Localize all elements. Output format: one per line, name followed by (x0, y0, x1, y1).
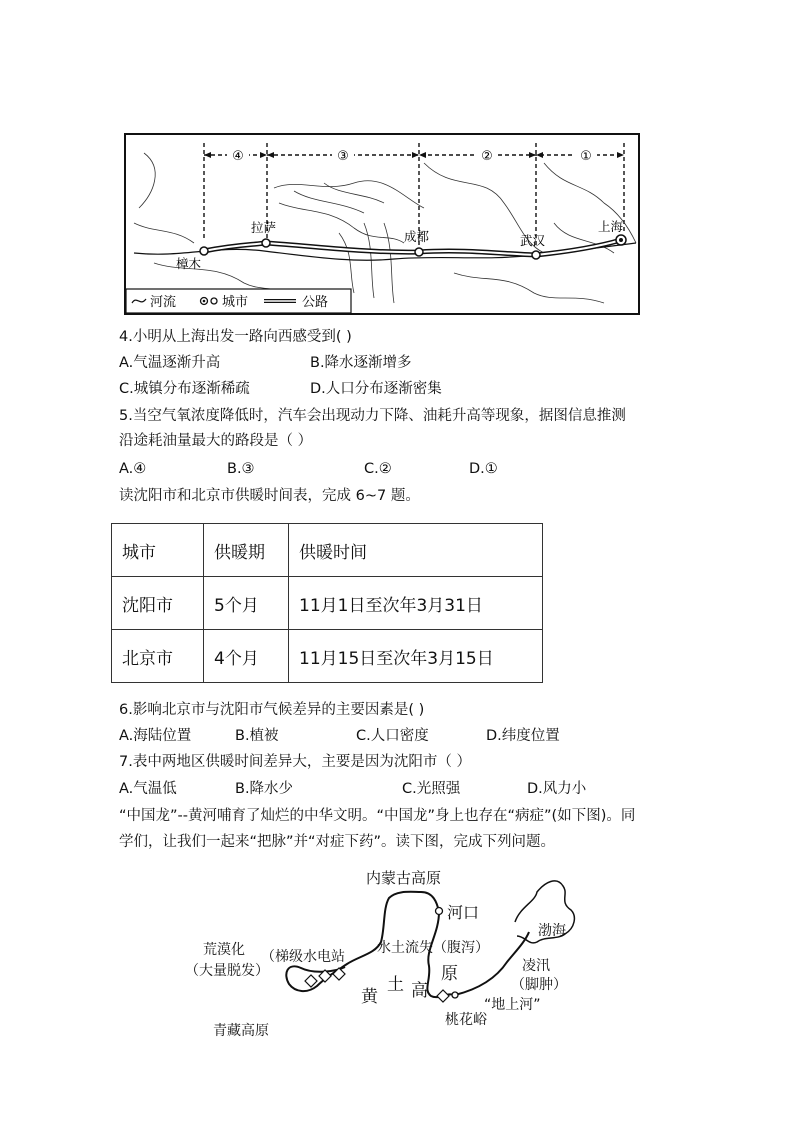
legend-road: 公路 (302, 295, 329, 310)
q5-stem-line1: 5.当空气氧浓度降低时，汽车会出现动力下降、油耗升高等现象，据图信息推测 (119, 408, 626, 424)
city-wuhan: 武汉 (520, 233, 546, 248)
section-3-label: ③ (337, 149, 349, 164)
label-tuofa: （大量脱发） (185, 963, 269, 979)
table-cell: 11月15日至次年3月15日 (289, 630, 543, 683)
city-zhangmu: 樟木 (176, 256, 202, 271)
label-shuitu: 水土流失（腹泻） (377, 940, 489, 956)
q6-option-c: C.人口密度 (356, 728, 429, 744)
q5-stem-line2: 沿途耗油量最大的路段是（ ） (119, 433, 313, 449)
label-bohai: 渤海 (538, 923, 566, 939)
intro-6-7: 读沈阳市和北京市供暖时间表，完成 6~7 题。 (119, 488, 420, 504)
q4-option-b: B.降水逐渐增多 (310, 355, 412, 371)
table-header-row (112, 524, 543, 577)
section-1-label: ① (580, 149, 592, 164)
q4-option-d: D.人口分布逐渐密集 (310, 381, 442, 397)
city-shanghai: 上海 (598, 219, 624, 234)
q7-option-a: A.气温低 (119, 781, 177, 797)
header-city: 城市 (112, 524, 204, 577)
q6-option-b: B.植被 (235, 728, 279, 744)
q6-stem: 6.影响北京市与沈阳市气候差异的主要因素是( ) (119, 702, 425, 718)
table-cell: 北京市 (112, 630, 204, 683)
q5-option-c: C.② (364, 461, 392, 477)
label-neimenggu: 内蒙古高原 (366, 869, 442, 887)
label-dishanghe: “地上河” (484, 997, 541, 1013)
header-period: 供暖期 (204, 524, 289, 577)
label-tu: 土 (387, 975, 404, 995)
passage-line1: “中国龙”--黄河哺育了灿烂的中华文明。“中国龙”身上也存在“病症”(如下图)。同 (119, 808, 636, 824)
q4-option-c: C.城镇分布逐渐稀疏 (119, 381, 250, 397)
label-huang: 黄 (361, 987, 378, 1007)
yellow-river-map (185, 862, 605, 1047)
label-tiji: （梯级水电站 (261, 949, 345, 965)
section-2-label: ② (481, 149, 493, 164)
legend-river: 河流 (150, 295, 177, 310)
table-cell: 4个月 (204, 630, 289, 683)
q7-option-c: C.光照强 (402, 781, 461, 797)
label-qingzang: 青藏高原 (213, 1023, 269, 1039)
table-row (112, 577, 543, 630)
table-cell: 沈阳市 (112, 577, 204, 630)
label-taohuayu: 桃花峪 (445, 1012, 487, 1028)
heating-table (111, 523, 543, 683)
header-time: 供暖时间 (289, 524, 543, 577)
q4-stem: 4.小明从上海出发一路向西感受到( ) (119, 329, 352, 345)
q6-option-a: A.海陆位置 (119, 728, 192, 744)
q7-option-b: B.降水少 (235, 781, 294, 797)
q7-option-d: D.风力小 (527, 781, 587, 797)
table-cell: 5个月 (204, 577, 289, 630)
q4-option-a: A.气温逐渐升高 (119, 355, 221, 371)
q6-option-d: D.纬度位置 (486, 728, 560, 744)
city-chengdu: 成都 (404, 229, 430, 244)
section-4-label: ④ (232, 149, 244, 164)
label-jiaozhong: （脚肿） (511, 977, 567, 993)
route-map (124, 133, 640, 315)
q5-option-a: A.④ (119, 461, 147, 477)
passage-line2: 学们，让我们一起来“把脉”并“对症下药”。读下图，完成下列问题。 (119, 834, 556, 850)
label-huangmo: 荒漠化 (203, 942, 245, 958)
table-row (112, 630, 543, 683)
label-yuan: 原 (441, 964, 458, 984)
table-cell: 11月1日至次年3月31日 (289, 577, 543, 630)
legend-city: 城市 (222, 295, 249, 310)
q5-option-d: D.① (469, 461, 498, 477)
label-hekou: 河口 (447, 903, 480, 922)
label-lingxun: 凌汛 (522, 958, 550, 974)
city-lhasa: 拉萨 (251, 220, 277, 235)
q5-option-b: B.③ (227, 461, 255, 477)
label-gao: 高 (411, 981, 428, 1001)
q7-stem: 7.表中两地区供暖时间差异大，主要是因为沈阳市（ ） (119, 754, 471, 770)
